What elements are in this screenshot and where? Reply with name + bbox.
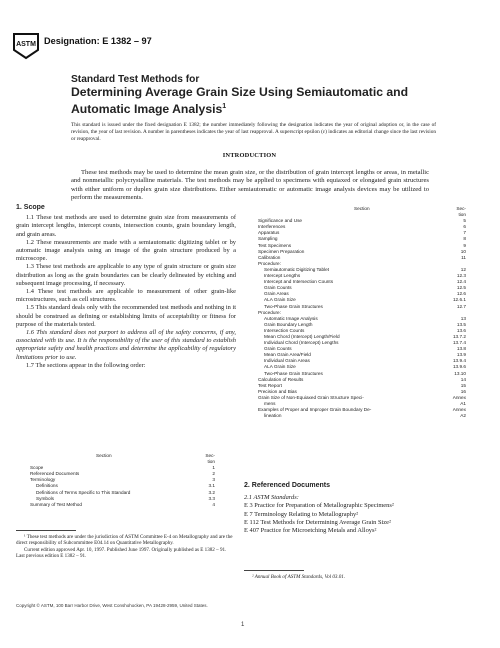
toc-entry-label: Individual Grain Areas <box>264 358 310 364</box>
references-heading: 2. Referenced Documents <box>244 482 330 489</box>
toc-right-header <box>258 206 466 218</box>
toc-entry-label: Intercept Lengths <box>264 273 301 279</box>
sections-table-right <box>258 206 466 419</box>
svg-text:ASTM: ASTM <box>16 41 36 48</box>
toc-entry-number: 12.6 <box>456 291 466 297</box>
toc-entry-number: Annex <box>452 407 466 413</box>
toc-entry-label: ALA Grain Size <box>264 364 296 370</box>
toc-entry-number: 3.3 <box>208 495 215 501</box>
document-title <box>71 74 441 116</box>
toc-right-section-col: Section <box>354 206 370 211</box>
toc-entry-label: Two-Phase Grain Structures <box>264 370 323 376</box>
title-line-3-text: Automatic Image Analysis <box>71 101 223 116</box>
referenced-documents <box>244 482 474 535</box>
toc-entry-label: Calculation of Results <box>258 376 304 382</box>
astm-logo <box>12 30 40 60</box>
title-line-3 <box>71 100 441 117</box>
toc-entry-number: 3.2 <box>208 489 215 495</box>
toc-left-section-col: Section <box>96 453 112 458</box>
references-subheading: 2.1 ASTM Standards: <box>244 494 299 502</box>
reference-item: E 112 Test Methods for Determining Average Grain Size² <box>244 518 391 526</box>
scope-p7: 1.7 The sections appear in the following order: <box>26 361 146 369</box>
sections-table-left <box>30 453 215 508</box>
toc-entry-label: mens <box>264 401 276 406</box>
toc-right-num-col: Sec- tion <box>456 206 466 218</box>
toc-entry-label: Automatic Image Analysis <box>264 315 318 321</box>
toc-entry-label: Apparatus <box>258 230 280 236</box>
toc-entry-number: 3.1 <box>208 483 215 489</box>
toc-entry-label: Test Specimens <box>258 242 292 248</box>
toc-entry-number: 4 <box>212 501 215 507</box>
toc-entry-label: Specimen Preparation <box>258 248 305 254</box>
toc-entry-label: Grain Size of Non-Equiaxed Grain Structure Speci- <box>258 394 364 400</box>
toc-left-num-col: Sec- tion <box>205 453 215 465</box>
toc-entry-number: 12.3 <box>456 273 466 279</box>
title-footnote-mark: 1 <box>222 102 227 110</box>
toc-entry-number: 13.9.4 <box>452 358 466 364</box>
toc-entry-label: Scope <box>30 465 44 471</box>
toc-entry-label: Procedure: <box>258 260 281 266</box>
scope-p3: 1.3 These test methods are applicable to any type of grain structure or grain size distribution as long as the grain boundaries can be clearly delineated by etching and subsequent image processing, if necessary. <box>16 263 236 287</box>
toc-entry-number: 10 <box>460 248 466 254</box>
toc-entry-number: 9 <box>463 242 466 248</box>
toc-entry-label: lineation <box>264 413 282 419</box>
toc-entry-label: Mean Chord (Intercept) Length/Field <box>264 333 340 339</box>
toc-entry-label: Grain Counts <box>264 346 292 352</box>
toc-entry-label: Individual Chord (Intercept) Lengths <box>264 340 339 346</box>
toc-entry-number: 3 <box>212 477 215 483</box>
scope-p6: 1.6 This standard does not purport to address all of the safety concerns, if any, associated with its use. It is the responsibility of the user of this standard to establish appropriate safety and health practices and determine the applicability of regulatory limitations prior to use. <box>16 329 236 361</box>
toc-entry-label: Semiautomatic Digitizing Tablet <box>264 266 330 272</box>
scope-p2: 1.2 These measurements are made with a semiautomatic digitizing tablet or by automatic image analysis using an image of the grain structure produced by a microscope. <box>16 238 236 263</box>
toc-entry-label: Calibration <box>258 254 281 260</box>
toc-entry-number: 6 <box>463 224 466 230</box>
footnote-rule-right <box>244 570 304 571</box>
toc-entry-number: 15 <box>460 382 466 388</box>
toc-entry-number: 13 <box>460 315 466 321</box>
introduction-text: These test methods may be used to determine the mean grain size, or the distribution of grain intercept lengths or areas, in metallic and nonmetallic polycrystalline materials. The test methods may be applied to specimens with equiaxed or elongated grain structures with either uniform or duplex grain size distributions. Either semiautomatic or automatic image analysis devices may be utilized to perform the measurements. <box>71 169 429 201</box>
page-number: 1 <box>241 622 245 628</box>
scope-p1: 1.1 These test methods are used to determine grain size from measurements of grain intercept lengths, intercept counts, intersection counts, grain boundary length, and grain areas. <box>16 214 236 238</box>
introduction-heading: INTRODUCTION <box>222 152 277 159</box>
reference-item: E 7 Terminology Relating to Metallography² <box>244 510 359 518</box>
toc-entry-number: 11 <box>461 254 466 260</box>
toc-entry-number: A1 <box>460 401 466 406</box>
toc-entry-label: Test Report <box>258 382 282 388</box>
toc-entry-label: ALA Grain Size <box>264 297 296 303</box>
footnotes-left <box>16 530 236 560</box>
toc-entry-label: Referenced Documents <box>30 471 80 477</box>
title-line-1: Standard Test Methods for <box>71 74 200 85</box>
toc-entry-label: Grain Areas <box>264 291 289 297</box>
footnotes-right <box>244 570 464 580</box>
toc-entry-label: Procedure: <box>258 309 281 315</box>
toc-entry-number: 12.6.1 <box>452 297 466 303</box>
toc-entry-label: Grain Counts <box>264 285 292 291</box>
footnote-1: ¹ These test methods are under the jurisdiction of ASTM Committee E-4 on Metallography and are the direct responsibility of Subcommittee E04.14 on Quantitative Metallography. <box>16 534 233 547</box>
toc-entry-label: Summary of Test Method <box>30 501 83 507</box>
designation: Designation: E 1382 – 97 <box>44 36 152 46</box>
toc-row <box>258 413 466 419</box>
toc-entry-label: Intersection Counts <box>264 327 305 333</box>
toc-entry-number: A2 <box>460 413 466 419</box>
reference-item: E 3 Practice for Preparation of Metallographic Specimens² <box>244 502 394 510</box>
toc-entry-label: Examples of Proper and Improper Grain Boundary De- <box>258 407 372 413</box>
toc-entry-number: 13.9.6 <box>452 364 466 370</box>
reference-item: E 407 Practice for Microetching Metals and Alloys² <box>244 527 377 535</box>
issued-note: This standard is issued under the fixed designation E 1382; the number immediately following the designation indicates the year of original adoption or, in the case of revision, the year of last revision. A number in parentheses indicates the year of last reapproval. A superscript epsilon (ε) indicates an editorial change since the last revision or reapproval. <box>71 122 436 142</box>
toc-entry-label: Definitions <box>36 483 58 489</box>
toc-entry-number: 1 <box>212 465 215 471</box>
footnote-2: ² Annual Book of ASTM Standards, Vol 03.01. <box>252 574 346 580</box>
toc-entry-label: Significance and Use <box>258 218 303 224</box>
copyright-line: Copyright © ASTM, 100 Barr Harbor Drive, West Conshohocken, PA 19428-2959, United States. <box>16 603 208 608</box>
toc-entry-number: 12.7 <box>456 303 466 309</box>
scope-p4: 1.4 These test methods are applicable to measurement of other grain-like microstructures, such as cell structures. <box>16 288 236 304</box>
toc-entry-label: Sampling <box>258 236 278 242</box>
toc-entry-label: Precision and Bias <box>258 388 297 394</box>
toc-entry-number: 13.8 <box>456 346 466 352</box>
toc-entry-number: 13.6 <box>456 327 466 333</box>
astm-logo-icon <box>12 30 40 60</box>
toc-entry-label: Intercept and Intersection Counts <box>264 279 334 285</box>
toc-entry-label: Definitions of Terms Specific to This Standard <box>36 489 131 495</box>
toc-entry-label: Mean Grain Area/Field <box>264 352 311 358</box>
toc-entry-label: Grain Boundary Length <box>264 321 313 327</box>
scope-section <box>16 204 236 370</box>
toc-entry-label: Terminology <box>30 477 56 483</box>
scope-heading: 1. Scope <box>16 204 45 211</box>
toc-entry-number: 12.4 <box>456 279 466 285</box>
footnote-current-edition: Current edition approved Apr. 10, 1997. Published June 1997. Originally published as E 1382 – 91. Last previous edition E 1382 – 91. <box>16 546 227 560</box>
toc-entry-number: 13.5 <box>456 321 466 327</box>
toc-entry-number: 13.9 <box>456 352 466 358</box>
toc-row <box>30 502 215 508</box>
toc-entry-number: 12 <box>460 266 466 272</box>
toc-entry-label: Two-Phase Grain Structures <box>264 303 323 309</box>
toc-entry-number: Annex <box>452 394 466 400</box>
toc-entry-label: Symbols <box>36 495 54 501</box>
toc-entry-label: Interferences <box>258 224 286 230</box>
scope-p5: 1.5 This standard deals only with the recommended test methods and nothing in it should be construed as defining or establishing limits of acceptability or fitness for purpose of the materials tested. <box>16 304 236 328</box>
toc-entry-number: 13.7.2 <box>452 333 466 339</box>
toc-entry-number: 5 <box>463 218 466 224</box>
toc-entry-number: 7 <box>463 230 466 236</box>
toc-entry-number: 13.10 <box>454 370 466 376</box>
footnote-rule <box>16 530 76 531</box>
toc-left-header <box>30 453 215 465</box>
toc-entry-number: 2 <box>212 471 215 477</box>
toc-entry-number: 12.5 <box>456 285 466 291</box>
title-line-2: Determining Average Grain Size Using Semiautomatic and <box>71 85 409 99</box>
toc-entry-number: 14 <box>460 376 466 382</box>
toc-entry-number: 8 <box>463 236 466 242</box>
toc-entry-number: 13.7.4 <box>452 340 466 346</box>
toc-entry-number: 16 <box>460 388 466 394</box>
